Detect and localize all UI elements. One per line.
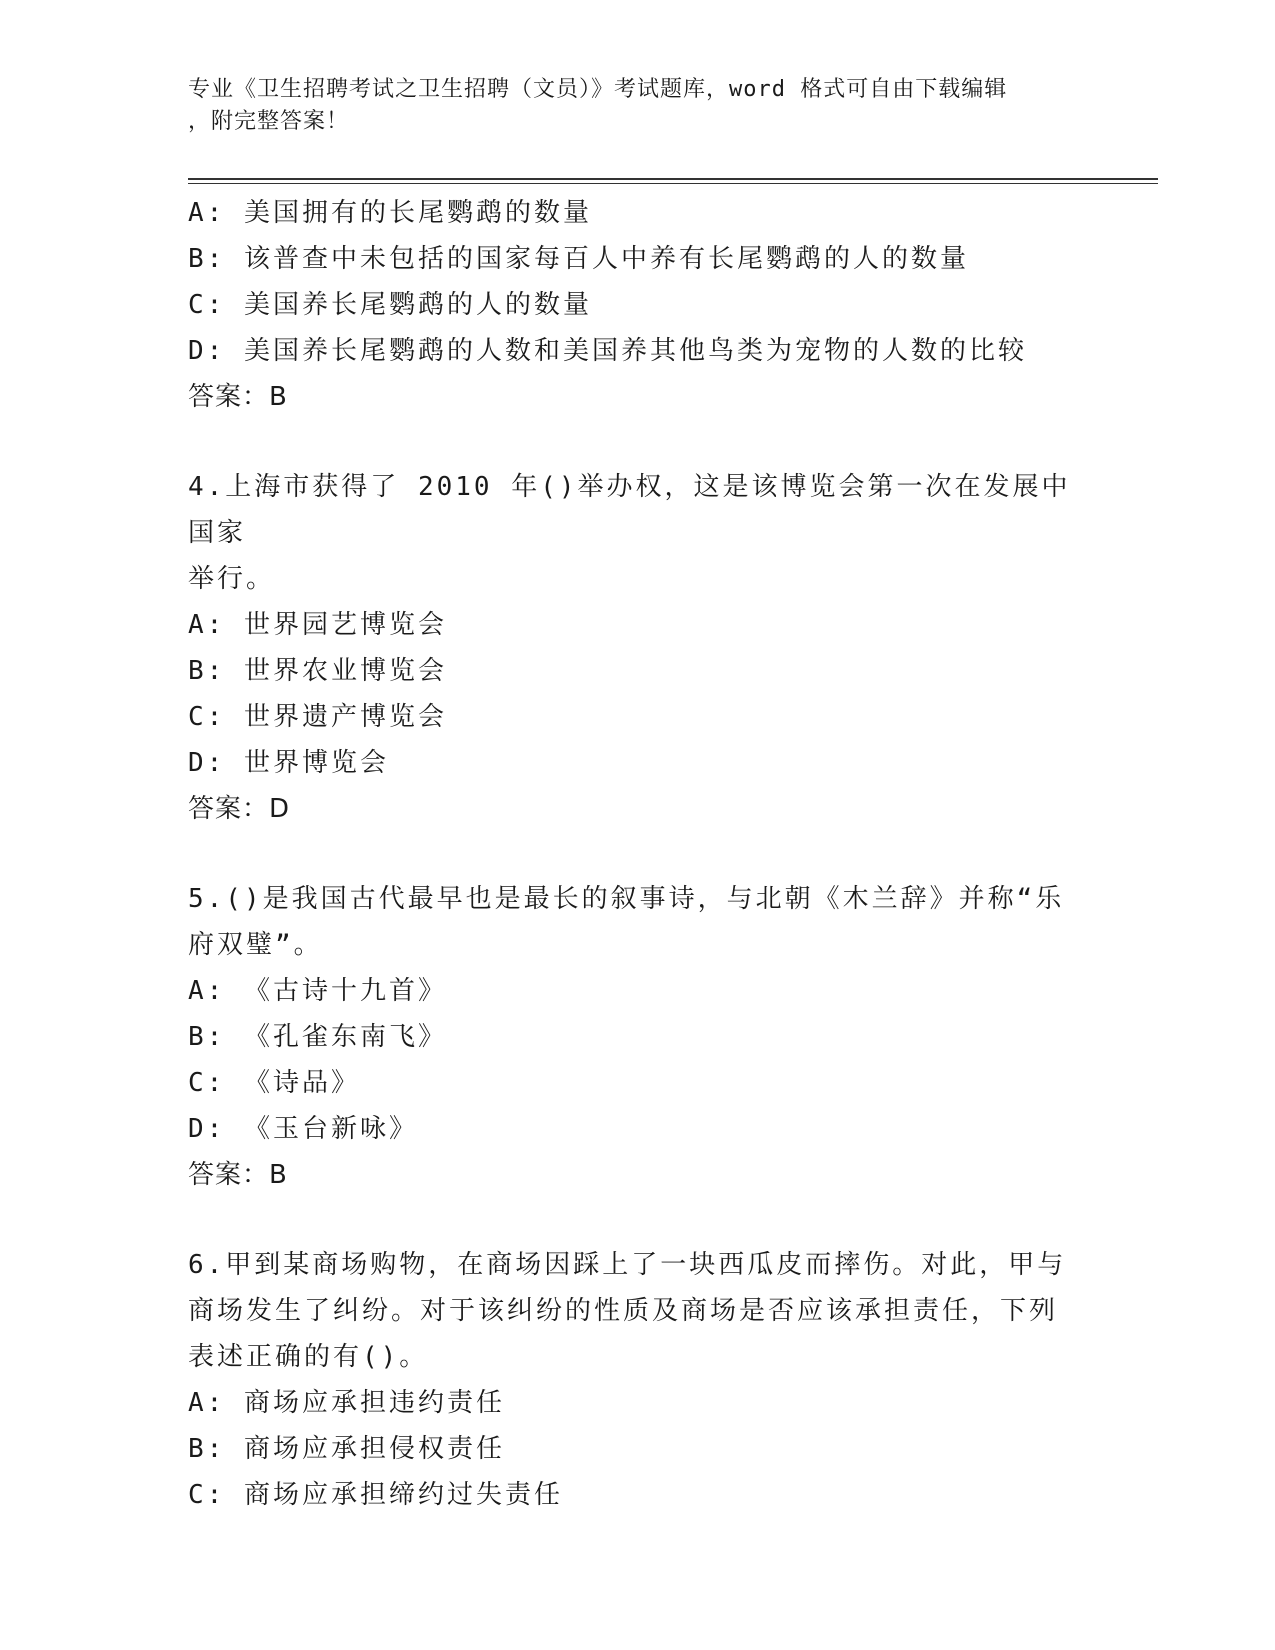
question-stem-cont: 商场发生了纠纷。对于该纠纷的性质及商场是否应该承担责任，下列 [188, 1296, 1059, 1326]
question-6 [188, 1242, 1088, 1518]
option-c: C: 世界遗产博览会 [188, 702, 447, 732]
option-c: C: 《诗品》 [188, 1068, 360, 1098]
question-stem: 4.上海市获得了 2010 年()举办权，这是该博览会第一次在发展中国家 [188, 472, 1071, 548]
question-4 [188, 464, 1088, 832]
option-a: A: 商场应承担违约责任 [188, 1388, 505, 1418]
question-5 [188, 876, 1088, 1198]
option-b: B: 《孔雀东南飞》 [188, 1022, 447, 1052]
option-d: D: 世界博览会 [188, 748, 389, 778]
question-3 [188, 190, 1088, 420]
option-a: A: 《古诗十九首》 [188, 976, 447, 1006]
answer: 答案：D [188, 794, 291, 824]
question-stem-cont: 举行。 [188, 564, 276, 594]
option-c: C: 美国养长尾鹦鹉的人的数量 [188, 290, 592, 320]
question-stem: 6.甲到某商场购物，在商场因踩上了一块西瓜皮而摔伤。对此，甲与 [188, 1250, 1067, 1280]
header-line-2: ，附完整答案！ [188, 109, 350, 134]
option-d: D: 《玉台新咏》 [188, 1114, 418, 1144]
question-stem-cont: 表述正确的有()。 [188, 1342, 429, 1372]
question-stem: 5.()是我国古代最早也是最长的叙事诗，与北朝《木兰辞》并称“乐 [188, 884, 1065, 914]
question-list [188, 190, 1088, 1518]
option-b: B: 商场应承担侵权责任 [188, 1434, 505, 1464]
answer: 答案：B [188, 1160, 288, 1190]
option-a: A: 美国拥有的长尾鹦鹉的数量 [188, 198, 592, 228]
question-stem-cont: 府双璧”。 [188, 930, 323, 960]
option-b: B: 该普查中未包括的国家每百人中养有长尾鹦鹉的人的数量 [188, 244, 969, 274]
option-d: D: 美国养长尾鹦鹉的人数和美国养其他鸟类为宠物的人数的比较 [188, 336, 1027, 366]
header-divider-thick [188, 178, 1158, 180]
option-a: A: 世界园艺博览会 [188, 610, 447, 640]
answer: 答案：B [188, 382, 288, 412]
option-b: B: 世界农业博览会 [188, 656, 447, 686]
header-divider-thin [188, 183, 1158, 184]
option-c: C: 商场应承担缔约过失责任 [188, 1480, 563, 1510]
document-header [188, 74, 1088, 138]
header-line-1: 专业《卫生招聘考试之卫生招聘（文员）》考试题库，word 格式可自由下载编辑 [188, 77, 1008, 102]
